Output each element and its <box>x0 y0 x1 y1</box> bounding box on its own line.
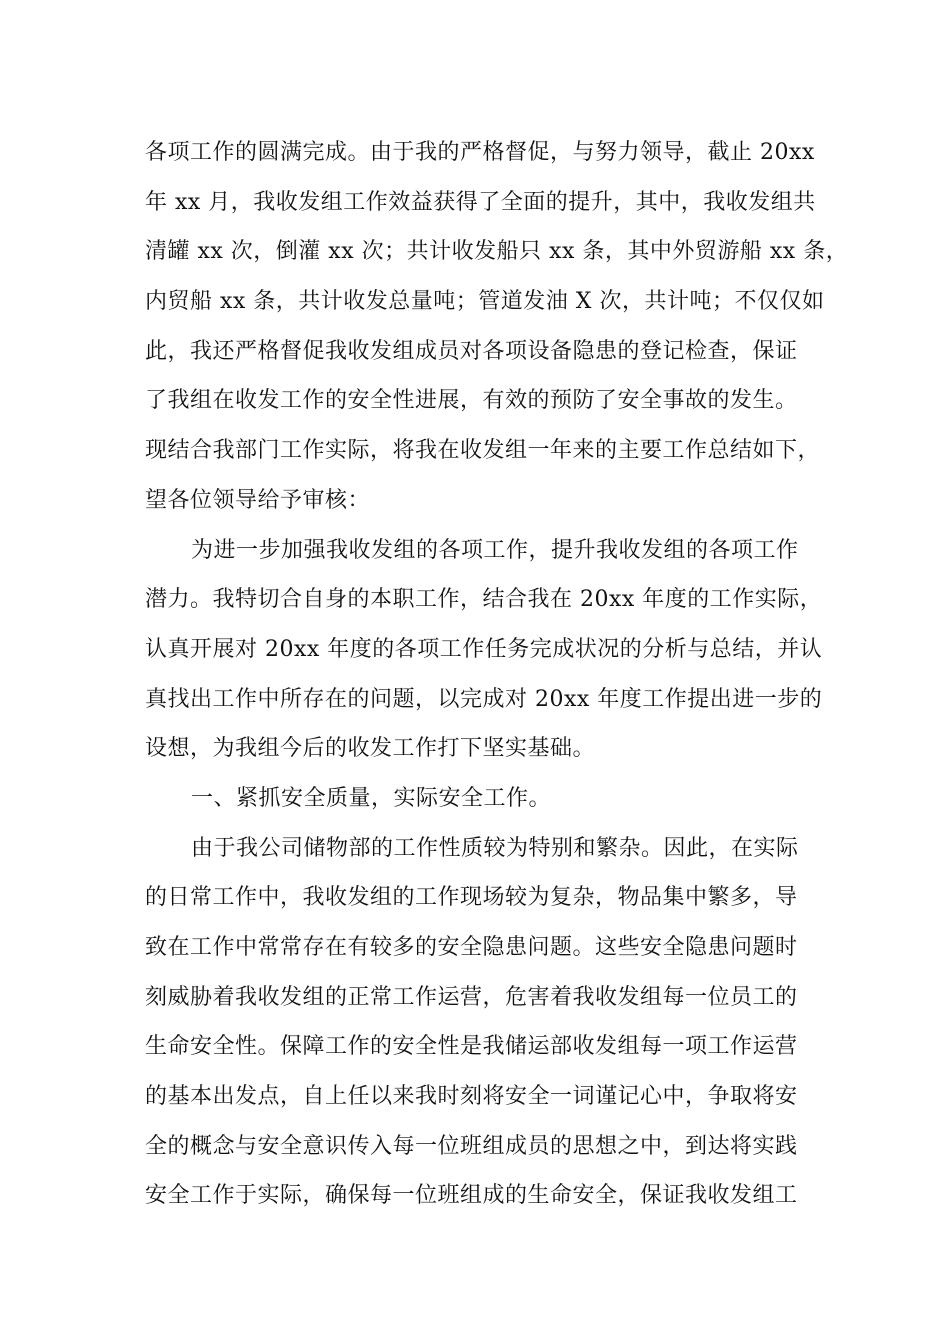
text-line: 全的概念与安全意识传入每一位班组成员的思想之中，到达将实践 <box>145 1133 798 1159</box>
paragraph-first-line: 由于我公司储物部的工作性质较为特别和繁杂。因此，在实际 <box>191 835 799 861</box>
text-line: 设想，为我组今后的收发工作打下坚实基础。 <box>145 736 596 762</box>
text-line: 安全工作于实际，确保每一位班组成的生命安全，保证我收发组工 <box>145 1183 798 1209</box>
section-heading: 一、紧抓安全质量，实际安全工作。 <box>191 785 552 811</box>
text-line: 刻威胁着我收发组的正常工作运营，危害着我收发组每一位员工的 <box>145 984 798 1010</box>
text-line: 的基本出发点，自上任以来我时刻将安全一词谨记心中，争取将安 <box>145 1084 798 1110</box>
text-line: 潜力。我特切合自身的本职工作，结合我在 20xx 年度的工作实际， <box>145 587 823 613</box>
text-line: 的日常工作中，我收发组的工作现场较为复杂，物品集中繁多，导 <box>145 885 798 911</box>
text-line: 生命安全性。保障工作的安全性是我储运部收发组每一项工作运营 <box>145 1034 798 1060</box>
text-line: 年 xx 月，我收发组工作效益获得了全面的提升，其中，我收发组共 <box>145 189 816 215</box>
text-line: 了我组在收发工作的安全性进展，有效的预防了安全事故的发生。 <box>145 388 798 414</box>
text-line: 真找出工作中所存在的问题，以完成对 20xx 年度工作提出进一步的 <box>145 686 823 712</box>
text-line: 致在工作中常常存在有较多的安全隐患问题。这些安全隐患问题时 <box>145 935 798 960</box>
text-line: 认真开展对 20xx 年度的各项工作任务完成状况的分析与总结，并认 <box>145 636 823 662</box>
document-body <box>145 128 849 1221</box>
text-line: 内贸船 xx 条，共计收发总量吨；管道发油 X 次，共计吨；不仅仅如 <box>145 289 825 315</box>
paragraph-first-line: 为进一步加强我收发组的各项工作，提升我收发组的各项工作 <box>191 537 799 563</box>
text-line: 现结合我部门工作实际，将我在收发组一年来的主要工作总结如下， <box>145 438 821 464</box>
text-line: 望各位领导给予审核： <box>145 487 371 513</box>
text-line: 各项工作的圆满完成。由于我的严格督促，与努力领导，截止 20xx <box>145 140 815 165</box>
text-line: 清罐 xx 次，倒灌 xx 次；共计收发船只 xx 条，其中外贸游船 xx 条， <box>145 239 849 265</box>
text-line: 此，我还严格督促我收发组成员对各项设备隐患的登记检查，保证 <box>145 338 798 364</box>
